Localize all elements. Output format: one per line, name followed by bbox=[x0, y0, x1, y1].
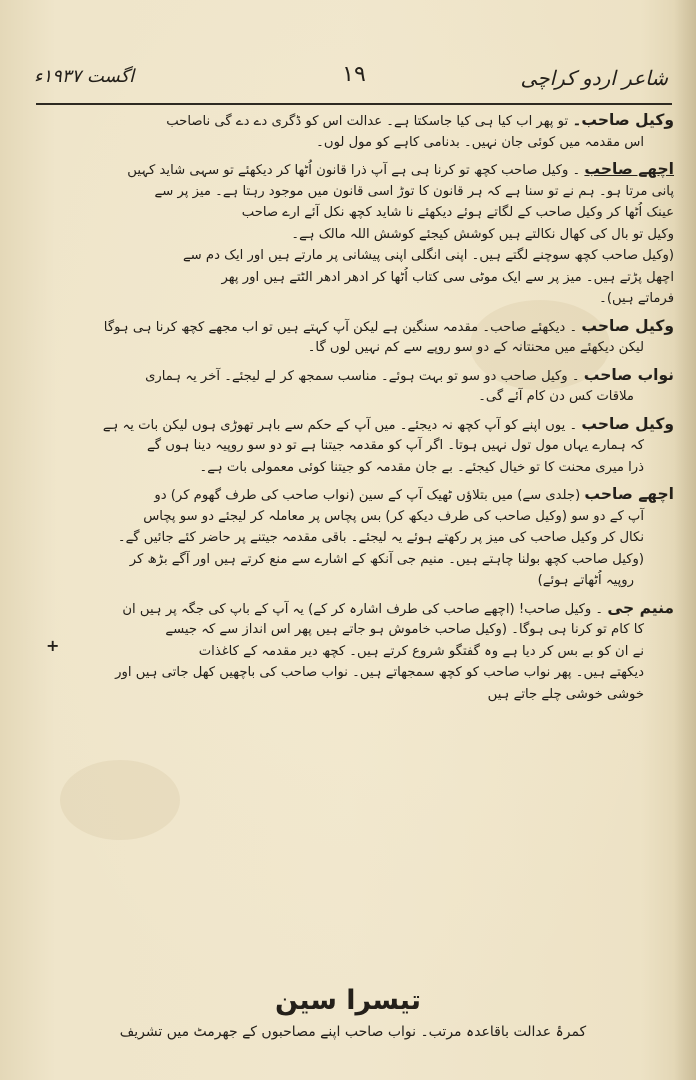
line-text: (جلدی سے) میں بتلاؤں ٹھیک آپ کے سین (نواب صاحب کی طرف گھوم کر) دو bbox=[154, 488, 585, 503]
text-line bbox=[26, 619, 674, 641]
line-text: لیکن دیکھئے میں محنتانہ کے دو سو روپے سے کم نہیں لوں گا۔ bbox=[307, 340, 644, 355]
page-number: ۱۹ bbox=[342, 62, 366, 87]
text-line bbox=[26, 202, 674, 224]
line-text: (وکیل صاحب کچھ سوچنے لگتے ہیں۔ اپنی انگلی اپنی پیشانی پر مارتے ہیں اور ایک دم سے bbox=[182, 248, 674, 263]
line-text: ملاقات کس دن کام آئے گی۔ bbox=[478, 389, 634, 404]
line-text: اس مقدمہ میں کوئی جان نہیں۔ بدنامی کاہے کو مول لوں۔ bbox=[316, 134, 644, 150]
text-line bbox=[26, 110, 674, 132]
line-text: عینک اُٹھا کر وکیل صاحب کے لگاتے ہوئے دیکھئے نا شاید کچھ نکل آئے ارے صاحب bbox=[241, 205, 674, 220]
text-line bbox=[26, 506, 674, 528]
text-line bbox=[26, 414, 674, 436]
line-text: اچھل پڑتے ہیں۔ میز پر سے ایک موٹی سی کتاب اُٹھا کر ادھر ادھر الٹتے ہیں اور پھر bbox=[221, 269, 674, 285]
text-line bbox=[26, 132, 674, 154]
speaker-name: وکیل صاحب bbox=[581, 414, 674, 433]
text-line bbox=[26, 365, 674, 387]
line-text: نکال کر وکیل صاحب کی میز پر رکھتے ہوئے یہ لیجئے۔ باقی مقدمہ جیتنے پر حاضر کئے جائیں گے۔ bbox=[117, 530, 644, 545]
line-text: تو پھر اب کیا ہی کیا جاسکتا ہے۔ عدالت اس کو ڈگری دے دے گی ناصاحب bbox=[166, 114, 573, 129]
text-line bbox=[26, 435, 674, 457]
text-line bbox=[26, 570, 674, 592]
speaker-name: اچھے صاحب bbox=[584, 485, 674, 503]
text-line bbox=[26, 484, 674, 506]
speaker-name: وکیل صاحب bbox=[581, 316, 674, 335]
speaker-name: منیم جی bbox=[607, 598, 674, 617]
line-text: ۔ دیکھئے صاحب۔ مقدمہ سنگین ہے لیکن آپ کہتے ہیں تو اب مجھے کچھ کرنا ہی ہوگا bbox=[103, 319, 582, 335]
text-line bbox=[26, 181, 674, 203]
line-text: ۔ وکیل صاحب دو سو تو بہت ہوئے۔ مناسب سمجھ کر لے لیجئے۔ آخر یہ ہماری bbox=[145, 368, 584, 384]
line-text: خوشی خوشی چلے جاتے ہیں bbox=[487, 686, 644, 702]
line-text: فرماتے ہیں)۔ bbox=[599, 291, 674, 306]
text-line bbox=[26, 549, 674, 571]
line-text: نے ان کو بے بس کر دیا ہے وہ گفتگو شروع کرتے ہیں۔ کچھ دیر مقدمہ کے کاغذات bbox=[198, 643, 644, 659]
text-line bbox=[26, 641, 674, 663]
text-line bbox=[26, 337, 674, 359]
margin-mark: + bbox=[46, 636, 60, 655]
text-line bbox=[26, 598, 674, 620]
scene-heading: تیسرا سین bbox=[275, 985, 421, 1016]
text-line bbox=[26, 316, 674, 338]
header-rule bbox=[36, 103, 672, 105]
line-text: کا کام تو کرنا ہی ہوگا۔ (وکیل صاحب خاموش ہو جاتے ہیں پھر اس انداز سے کہ جیسے bbox=[165, 622, 644, 637]
speaker-name: اچھے صاحب bbox=[584, 160, 674, 178]
scene-description: کمرۂ عدالت باقاعدہ مرتب۔ نواب صاحب اپنے مصاحبوں کے جھرمٹ میں تشریف bbox=[119, 1024, 587, 1040]
line-text: پانی مرتا ہو۔ ہم نے تو سنا ہے کہ ہر قانون کا توڑ اسی قانون میں موجود رہتا ہے۔ میز پر سے bbox=[154, 183, 674, 199]
line-text: آپ کے دو سو (وکیل صاحب کی طرف دیکھ کر) بس پچاس پر معاملہ کر لیجئے دو سو پچاس bbox=[143, 508, 644, 524]
play-text-body bbox=[26, 110, 674, 705]
text-line bbox=[26, 224, 674, 246]
issue-date: اگست ۱۹۳۷ء bbox=[34, 66, 135, 87]
line-text: دیکھتے ہیں۔ پھر نواب صاحب کو کچھ سمجھاتے ہیں۔ نواب صاحب کی باچھیں کھل جاتی ہیں اور bbox=[115, 665, 644, 680]
publication-title: شاعر اردو کراچی bbox=[520, 66, 668, 90]
text-line bbox=[26, 662, 674, 684]
text-line bbox=[26, 684, 674, 706]
line-text: ۔ وکیل صاحب کچھ تو کرنا ہی ہے آپ ذرا قانون اُٹھا کر دیکھئے تو سہی شاید کہیں bbox=[127, 163, 585, 178]
text-line bbox=[26, 159, 674, 181]
paper-stain bbox=[60, 760, 180, 840]
speaker-name: وکیل صاحب۔ bbox=[572, 111, 674, 129]
line-text: ذرا میری محنت کا تو خیال کیجئے۔ بے جان مقدمہ کو جیتنا کوئی معمولی بات ہے۔ bbox=[199, 459, 644, 475]
line-text: کہ ہمارے یہاں مول تول نہیں ہوتا۔ اگر آپ کو مقدمہ جیتنا ہے تو دو سو روپیہ دینا ہوں گے bbox=[147, 438, 644, 453]
page-edge-shadow bbox=[674, 0, 696, 1080]
line-text: ۔ یوں اپنے کو آپ کچھ نہ دیجئے۔ میں آپ کے حکم سے باہر تھوڑی ہوں لیکن بات یہ ہے bbox=[102, 417, 582, 433]
line-text: وکیل تو بال کی کھال نکالتے ہیں کوشش کیجئے کوشش اللہ مالک ہے۔ bbox=[291, 226, 674, 242]
text-line bbox=[26, 527, 674, 549]
line-text: ۔ وکیل صاحب! (اچھے صاحب کی طرف اشارہ کر کے) یہ آپ کے باپ کی جگہ پر ہیں ان bbox=[122, 601, 608, 617]
text-line bbox=[26, 457, 674, 479]
text-line bbox=[26, 245, 674, 267]
line-text: (وکیل صاحب کچھ بولنا چاہتے ہیں۔ منیم جی آنکھ کے اشارے سے منع کرتے ہیں اور آگے بڑھ کر bbox=[129, 551, 644, 567]
line-text: روپیہ اُٹھاتے ہوئے) bbox=[537, 573, 634, 588]
text-line bbox=[26, 288, 674, 310]
page-header bbox=[34, 62, 668, 98]
text-line bbox=[26, 267, 674, 289]
speaker-name: نواب صاحب bbox=[583, 365, 674, 384]
text-line bbox=[26, 386, 674, 408]
